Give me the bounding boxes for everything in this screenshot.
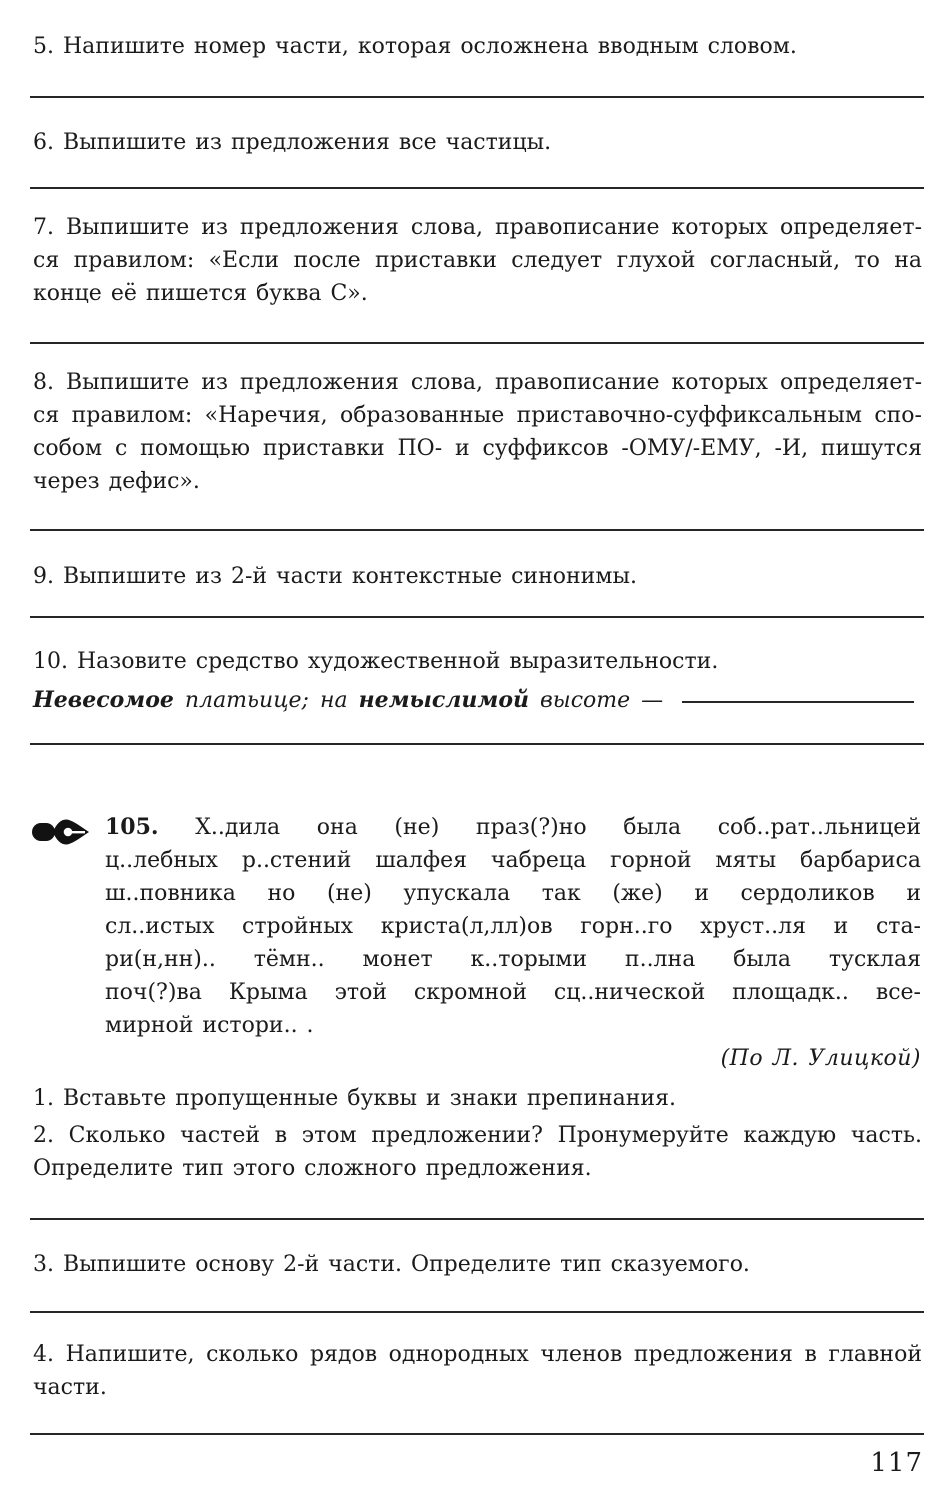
task-2-line-1: 2. Сколько частей в этом предложении? Пронумеруйте каждую часть. — [33, 1123, 922, 1148]
exercise-line-4: сл..истых стройных криста(л,лл)ов горн..го хруст..ля и ста- — [105, 914, 921, 939]
answer-line-1 — [30, 96, 924, 98]
exercise-number: 105. — [105, 814, 159, 840]
question-10: 10. Назовите средство художественной выразительности. — [33, 649, 719, 674]
exercise-line-1 — [105, 811, 921, 844]
question-7 — [33, 211, 922, 310]
question-8-line-3: собом с помощью приставки ПО- и суффиксов -ОМУ/-ЕМУ, -И, пишутся — [33, 436, 922, 461]
question-6: 6. Выпишите из предложения все частицы. — [33, 130, 552, 155]
answer-line-8 — [30, 1311, 924, 1313]
example-italic-text-1: платьице; на — [184, 688, 348, 713]
question-7-line-1: 7. Выпишите из предложения слова, правописание которых определяет- — [33, 215, 922, 240]
exercise-line-5: ри(н,нн).. тёмн.. монет к..торыми п..лна была тусклая — [105, 947, 921, 972]
exercise-line-7: мирной истори.. . — [105, 1013, 314, 1038]
question-8-line-2: ся правилом: «Наречия, образованные приставочно-суффиксальным спо- — [33, 403, 922, 428]
exercise-line-1-text: Х..дила она (не) праз(?)но была соб..рат..льницей — [195, 815, 921, 840]
answer-line-7 — [30, 1218, 924, 1220]
exercise-line-6: поч(?)ва Крыма этой скромной сц..нической площадк.. все- — [105, 980, 921, 1005]
question-8-line-1: 8. Выпишите из предложения слова, правописание которых определяет- — [33, 370, 922, 395]
question-8-line-4: через дефис». — [33, 469, 200, 494]
answer-blank-line — [682, 701, 914, 703]
task-2 — [33, 1119, 922, 1185]
task-4 — [33, 1338, 922, 1404]
pen-icon — [32, 816, 89, 848]
task-3: 3. Выпишите основу 2-й части. Определите тип сказуемого. — [33, 1252, 750, 1277]
example-italic-text-2: высоте — — [540, 688, 664, 713]
task-1: 1. Вставьте пропущенные буквы и знаки препинания. — [33, 1086, 676, 1111]
attribution: (По Л. Улицкой) — [720, 1046, 921, 1071]
exercise-line-2: ц..лебных р..стений шалфея чабреца горной мяты барбариса — [105, 848, 921, 873]
question-5: 5. Напишите номер части, которая осложнена вводным словом. — [33, 34, 797, 59]
exercise-line-3: ш..повника но (не) упускала так (же) и сердоликов и — [105, 881, 921, 906]
answer-line-5 — [30, 616, 924, 618]
question-8 — [33, 366, 922, 498]
exercise-105 — [105, 811, 921, 1042]
question-7-line-2: ся правилом: «Если после приставки следует глухой согласный, то на — [33, 248, 922, 273]
answer-line-4 — [30, 529, 924, 531]
question-9: 9. Выпишите из 2-й части контекстные синонимы. — [33, 564, 637, 589]
question-7-line-3: конце её пишется буква С». — [33, 281, 368, 306]
answer-line-9 — [30, 1433, 924, 1435]
example-bold-word-2: немыслимой — [358, 687, 529, 713]
page-number: 117 — [870, 1448, 923, 1478]
example-bold-word-1: Невесомое — [33, 687, 174, 713]
task-4-line-2: части. — [33, 1375, 107, 1400]
task-2-line-2: Определите тип этого сложного предложения. — [33, 1156, 592, 1181]
answer-line-6 — [30, 743, 924, 745]
task-4-line-1: 4. Напишите, сколько рядов однородных членов предложения в главной — [33, 1342, 922, 1367]
answer-line-3 — [30, 342, 924, 344]
answer-line-2 — [30, 187, 924, 189]
